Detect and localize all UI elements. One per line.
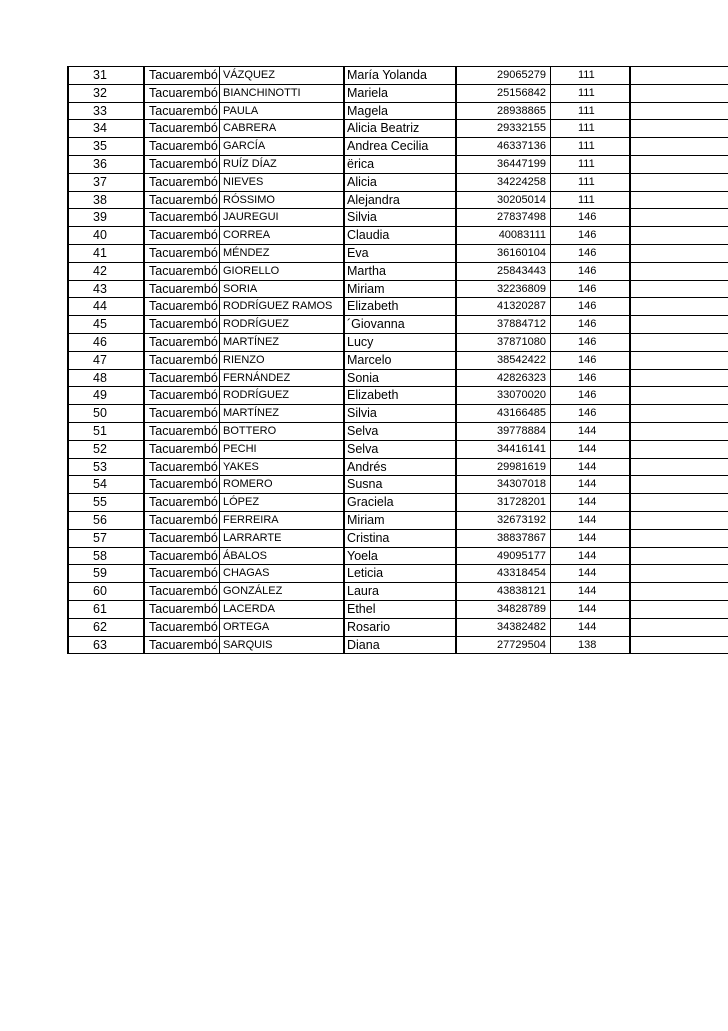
- id-number-cell: 25156842: [455, 85, 550, 102]
- id-number-cell: 34382482: [455, 619, 550, 636]
- first-name-cell: Ethel: [343, 601, 455, 618]
- department-cell: Tacuarembó: [143, 298, 219, 315]
- id-number-cell: 43166485: [455, 405, 550, 422]
- department-cell: Tacuarembó: [143, 548, 219, 565]
- first-name-cell: Rosario: [343, 619, 455, 636]
- row-number-cell: 62: [67, 619, 143, 636]
- id-number-cell: 31728201: [455, 494, 550, 511]
- last-name-cell: LÓPEZ: [219, 494, 343, 511]
- code-cell: 111: [550, 192, 629, 209]
- code-cell: 144: [550, 619, 629, 636]
- code-cell: 144: [550, 512, 629, 529]
- row-number-cell: 37: [67, 174, 143, 191]
- code-cell: 111: [550, 156, 629, 173]
- first-name-cell: Sonia: [343, 370, 455, 387]
- first-name-cell: Elizabeth: [343, 298, 455, 315]
- code-cell: 144: [550, 476, 629, 493]
- department-cell: Tacuarembó: [143, 530, 219, 547]
- table-row: [67, 476, 728, 494]
- table-row: [67, 85, 728, 103]
- row-number-cell: 60: [67, 583, 143, 600]
- first-name-cell: Selva: [343, 423, 455, 440]
- last-name-cell: PAULA: [219, 103, 343, 120]
- row-number-cell: 35: [67, 138, 143, 155]
- empty-cell: [629, 85, 728, 102]
- department-cell: Tacuarembó: [143, 512, 219, 529]
- row-number-cell: 58: [67, 548, 143, 565]
- first-name-cell: Marcelo: [343, 352, 455, 369]
- table-row: [67, 138, 728, 156]
- last-name-cell: RODRÍGUEZ: [219, 316, 343, 333]
- row-number-cell: 53: [67, 459, 143, 476]
- department-cell: Tacuarembó: [143, 227, 219, 244]
- code-cell: 146: [550, 209, 629, 226]
- last-name-cell: PECHI: [219, 441, 343, 458]
- department-cell: Tacuarembó: [143, 476, 219, 493]
- id-number-cell: 33070020: [455, 387, 550, 404]
- last-name-cell: SARQUIS: [219, 637, 343, 654]
- first-name-cell: Martha: [343, 263, 455, 280]
- empty-cell: [629, 494, 728, 511]
- id-number-cell: 34224258: [455, 174, 550, 191]
- empty-cell: [629, 174, 728, 191]
- first-name-cell: Leticia: [343, 565, 455, 582]
- empty-cell: [629, 281, 728, 298]
- last-name-cell: MARTÍNEZ: [219, 334, 343, 351]
- last-name-cell: SORIA: [219, 281, 343, 298]
- code-cell: 144: [550, 459, 629, 476]
- first-name-cell: ´Giovanna: [343, 316, 455, 333]
- last-name-cell: RUÍZ DÍAZ: [219, 156, 343, 173]
- row-number-cell: 50: [67, 405, 143, 422]
- table-row: [67, 192, 728, 210]
- last-name-cell: NIEVES: [219, 174, 343, 191]
- table-row: [67, 459, 728, 477]
- id-number-cell: 28938865: [455, 103, 550, 120]
- code-cell: 146: [550, 227, 629, 244]
- first-name-cell: Andrea Cecilia: [343, 138, 455, 155]
- empty-cell: [629, 227, 728, 244]
- first-name-cell: Miriam: [343, 512, 455, 529]
- code-cell: 146: [550, 263, 629, 280]
- code-cell: 111: [550, 85, 629, 102]
- last-name-cell: ROMERO: [219, 476, 343, 493]
- first-name-cell: Susna: [343, 476, 455, 493]
- empty-cell: [629, 423, 728, 440]
- row-number-cell: 57: [67, 530, 143, 547]
- empty-cell: [629, 316, 728, 333]
- id-number-cell: 43838121: [455, 583, 550, 600]
- code-cell: 146: [550, 316, 629, 333]
- first-name-cell: Miriam: [343, 281, 455, 298]
- row-number-cell: 31: [67, 67, 143, 84]
- table-row: [67, 370, 728, 388]
- first-name-cell: Silvia: [343, 209, 455, 226]
- department-cell: Tacuarembó: [143, 67, 219, 84]
- table-row: [67, 441, 728, 459]
- empty-cell: [629, 565, 728, 582]
- first-name-cell: Claudia: [343, 227, 455, 244]
- table-row: [67, 316, 728, 334]
- code-cell: 146: [550, 387, 629, 404]
- last-name-cell: CORREA: [219, 227, 343, 244]
- row-number-cell: 38: [67, 192, 143, 209]
- first-name-cell: Alejandra: [343, 192, 455, 209]
- code-cell: 144: [550, 494, 629, 511]
- table-row: [67, 281, 728, 299]
- code-cell: 111: [550, 103, 629, 120]
- row-number-cell: 46: [67, 334, 143, 351]
- empty-cell: [629, 209, 728, 226]
- row-number-cell: 33: [67, 103, 143, 120]
- id-number-cell: 29332155: [455, 120, 550, 137]
- row-number-cell: 56: [67, 512, 143, 529]
- code-cell: 144: [550, 423, 629, 440]
- id-number-cell: 43318454: [455, 565, 550, 582]
- row-number-cell: 32: [67, 85, 143, 102]
- first-name-cell: Eva: [343, 245, 455, 262]
- row-number-cell: 34: [67, 120, 143, 137]
- empty-cell: [629, 298, 728, 315]
- last-name-cell: MÉNDEZ: [219, 245, 343, 262]
- department-cell: Tacuarembó: [143, 156, 219, 173]
- table-row: [67, 405, 728, 423]
- table-row: [67, 494, 728, 512]
- id-number-cell: 34828789: [455, 601, 550, 618]
- department-cell: Tacuarembó: [143, 619, 219, 636]
- id-number-cell: 30205014: [455, 192, 550, 209]
- department-cell: Tacuarembó: [143, 138, 219, 155]
- row-number-cell: 61: [67, 601, 143, 618]
- first-name-cell: Andrés: [343, 459, 455, 476]
- empty-cell: [629, 67, 728, 84]
- row-number-cell: 47: [67, 352, 143, 369]
- row-number-cell: 55: [67, 494, 143, 511]
- code-cell: 146: [550, 405, 629, 422]
- department-cell: Tacuarembó: [143, 120, 219, 137]
- department-cell: Tacuarembó: [143, 565, 219, 582]
- code-cell: 111: [550, 174, 629, 191]
- department-cell: Tacuarembó: [143, 85, 219, 102]
- last-name-cell: RÓSSIMO: [219, 192, 343, 209]
- last-name-cell: RIENZO: [219, 352, 343, 369]
- id-number-cell: 46337136: [455, 138, 550, 155]
- first-name-cell: Mariela: [343, 85, 455, 102]
- code-cell: 144: [550, 565, 629, 582]
- code-cell: 146: [550, 370, 629, 387]
- row-number-cell: 43: [67, 281, 143, 298]
- id-number-cell: 36447199: [455, 156, 550, 173]
- empty-cell: [629, 512, 728, 529]
- row-number-cell: 42: [67, 263, 143, 280]
- row-number-cell: 45: [67, 316, 143, 333]
- row-number-cell: 51: [67, 423, 143, 440]
- id-number-cell: 41320287: [455, 298, 550, 315]
- empty-cell: [629, 548, 728, 565]
- department-cell: Tacuarembó: [143, 316, 219, 333]
- row-number-cell: 41: [67, 245, 143, 262]
- table-row: [67, 583, 728, 601]
- table-row: [67, 67, 728, 85]
- empty-cell: [629, 619, 728, 636]
- first-name-cell: María Yolanda: [343, 67, 455, 84]
- department-cell: Tacuarembó: [143, 103, 219, 120]
- table-row: [67, 156, 728, 174]
- empty-cell: [629, 441, 728, 458]
- id-number-cell: 39778884: [455, 423, 550, 440]
- id-number-cell: 37871080: [455, 334, 550, 351]
- first-name-cell: Elizabeth: [343, 387, 455, 404]
- id-number-cell: 40083111: [455, 227, 550, 244]
- department-cell: Tacuarembó: [143, 281, 219, 298]
- table-row: [67, 565, 728, 583]
- table-row: [67, 120, 728, 138]
- empty-cell: [629, 387, 728, 404]
- row-number-cell: 39: [67, 209, 143, 226]
- id-number-cell: 42826323: [455, 370, 550, 387]
- last-name-cell: RODRÍGUEZ RAMOS: [219, 298, 343, 315]
- department-cell: Tacuarembó: [143, 334, 219, 351]
- last-name-cell: ORTEGA: [219, 619, 343, 636]
- code-cell: 144: [550, 548, 629, 565]
- last-name-cell: GARCÍA: [219, 138, 343, 155]
- table-row: [67, 601, 728, 619]
- id-number-cell: 32236809: [455, 281, 550, 298]
- last-name-cell: JAUREGUI: [219, 209, 343, 226]
- empty-cell: [629, 103, 728, 120]
- last-name-cell: RODRÍGUEZ: [219, 387, 343, 404]
- id-number-cell: 37884712: [455, 316, 550, 333]
- empty-cell: [629, 245, 728, 262]
- last-name-cell: LACERDA: [219, 601, 343, 618]
- department-cell: Tacuarembó: [143, 494, 219, 511]
- last-name-cell: BOTTERO: [219, 423, 343, 440]
- id-number-cell: 34416141: [455, 441, 550, 458]
- id-number-cell: 38837867: [455, 530, 550, 547]
- empty-cell: [629, 601, 728, 618]
- department-cell: Tacuarembó: [143, 423, 219, 440]
- table-row: [67, 637, 728, 655]
- last-name-cell: FERNÁNDEZ: [219, 370, 343, 387]
- table-row: [67, 334, 728, 352]
- last-name-cell: ÁBALOS: [219, 548, 343, 565]
- id-number-cell: 29981619: [455, 459, 550, 476]
- code-cell: 144: [550, 583, 629, 600]
- table-row: [67, 387, 728, 405]
- department-cell: Tacuarembó: [143, 583, 219, 600]
- empty-cell: [629, 334, 728, 351]
- table-row: [67, 530, 728, 548]
- table-row: [67, 423, 728, 441]
- id-number-cell: 27729504: [455, 637, 550, 654]
- first-name-cell: Lucy: [343, 334, 455, 351]
- last-name-cell: CABRERA: [219, 120, 343, 137]
- code-cell: 111: [550, 138, 629, 155]
- table-row: [67, 512, 728, 530]
- id-number-cell: 38542422: [455, 352, 550, 369]
- code-cell: 146: [550, 245, 629, 262]
- id-number-cell: 34307018: [455, 476, 550, 493]
- last-name-cell: BIANCHINOTTI: [219, 85, 343, 102]
- empty-cell: [629, 459, 728, 476]
- row-number-cell: 52: [67, 441, 143, 458]
- empty-cell: [629, 138, 728, 155]
- table-row: [67, 227, 728, 245]
- table-row: [67, 548, 728, 566]
- table-row: [67, 209, 728, 227]
- last-name-cell: MARTÍNEZ: [219, 405, 343, 422]
- row-number-cell: 44: [67, 298, 143, 315]
- department-cell: Tacuarembó: [143, 637, 219, 654]
- first-name-cell: Magela: [343, 103, 455, 120]
- first-name-cell: Selva: [343, 441, 455, 458]
- first-name-cell: Diana: [343, 637, 455, 654]
- last-name-cell: GONZÁLEZ: [219, 583, 343, 600]
- code-cell: 146: [550, 334, 629, 351]
- department-cell: Tacuarembó: [143, 370, 219, 387]
- table-row: [67, 174, 728, 192]
- row-number-cell: 54: [67, 476, 143, 493]
- empty-cell: [629, 583, 728, 600]
- table-row: [67, 352, 728, 370]
- first-name-cell: ërica: [343, 156, 455, 173]
- code-cell: 144: [550, 530, 629, 547]
- department-cell: Tacuarembó: [143, 209, 219, 226]
- code-cell: 144: [550, 441, 629, 458]
- code-cell: 146: [550, 281, 629, 298]
- first-name-cell: Cristina: [343, 530, 455, 547]
- empty-cell: [629, 156, 728, 173]
- last-name-cell: VÁZQUEZ: [219, 67, 343, 84]
- id-number-cell: 27837498: [455, 209, 550, 226]
- row-number-cell: 59: [67, 565, 143, 582]
- department-cell: Tacuarembó: [143, 601, 219, 618]
- id-number-cell: 29065279: [455, 67, 550, 84]
- first-name-cell: Yoela: [343, 548, 455, 565]
- department-cell: Tacuarembó: [143, 459, 219, 476]
- department-cell: Tacuarembó: [143, 263, 219, 280]
- department-cell: Tacuarembó: [143, 245, 219, 262]
- last-name-cell: CHAGAS: [219, 565, 343, 582]
- table-row: [67, 103, 728, 121]
- last-name-cell: YAKES: [219, 459, 343, 476]
- empty-cell: [629, 120, 728, 137]
- row-number-cell: 40: [67, 227, 143, 244]
- id-number-cell: 49095177: [455, 548, 550, 565]
- row-number-cell: 63: [67, 637, 143, 654]
- row-number-cell: 49: [67, 387, 143, 404]
- first-name-cell: Graciela: [343, 494, 455, 511]
- first-name-cell: Laura: [343, 583, 455, 600]
- department-cell: Tacuarembó: [143, 352, 219, 369]
- first-name-cell: Silvia: [343, 405, 455, 422]
- id-number-cell: 25843443: [455, 263, 550, 280]
- spreadsheet-table: [67, 66, 728, 654]
- department-cell: Tacuarembó: [143, 441, 219, 458]
- code-cell: 111: [550, 67, 629, 84]
- code-cell: 111: [550, 120, 629, 137]
- department-cell: Tacuarembó: [143, 387, 219, 404]
- table-row: [67, 298, 728, 316]
- empty-cell: [629, 263, 728, 280]
- empty-cell: [629, 192, 728, 209]
- id-number-cell: 32673192: [455, 512, 550, 529]
- code-cell: 144: [550, 601, 629, 618]
- code-cell: 146: [550, 298, 629, 315]
- table-row: [67, 619, 728, 637]
- department-cell: Tacuarembó: [143, 174, 219, 191]
- empty-cell: [629, 637, 728, 654]
- row-number-cell: 48: [67, 370, 143, 387]
- empty-cell: [629, 530, 728, 547]
- code-cell: 146: [550, 352, 629, 369]
- code-cell: 138: [550, 637, 629, 654]
- table-row: [67, 263, 728, 281]
- empty-cell: [629, 405, 728, 422]
- first-name-cell: Alicia Beatriz: [343, 120, 455, 137]
- table-row: [67, 245, 728, 263]
- first-name-cell: Alicia: [343, 174, 455, 191]
- department-cell: Tacuarembó: [143, 192, 219, 209]
- last-name-cell: GIORELLO: [219, 263, 343, 280]
- last-name-cell: LARRARTE: [219, 530, 343, 547]
- department-cell: Tacuarembó: [143, 405, 219, 422]
- id-number-cell: 36160104: [455, 245, 550, 262]
- empty-cell: [629, 352, 728, 369]
- row-number-cell: 36: [67, 156, 143, 173]
- empty-cell: [629, 370, 728, 387]
- last-name-cell: FERREIRA: [219, 512, 343, 529]
- empty-cell: [629, 476, 728, 493]
